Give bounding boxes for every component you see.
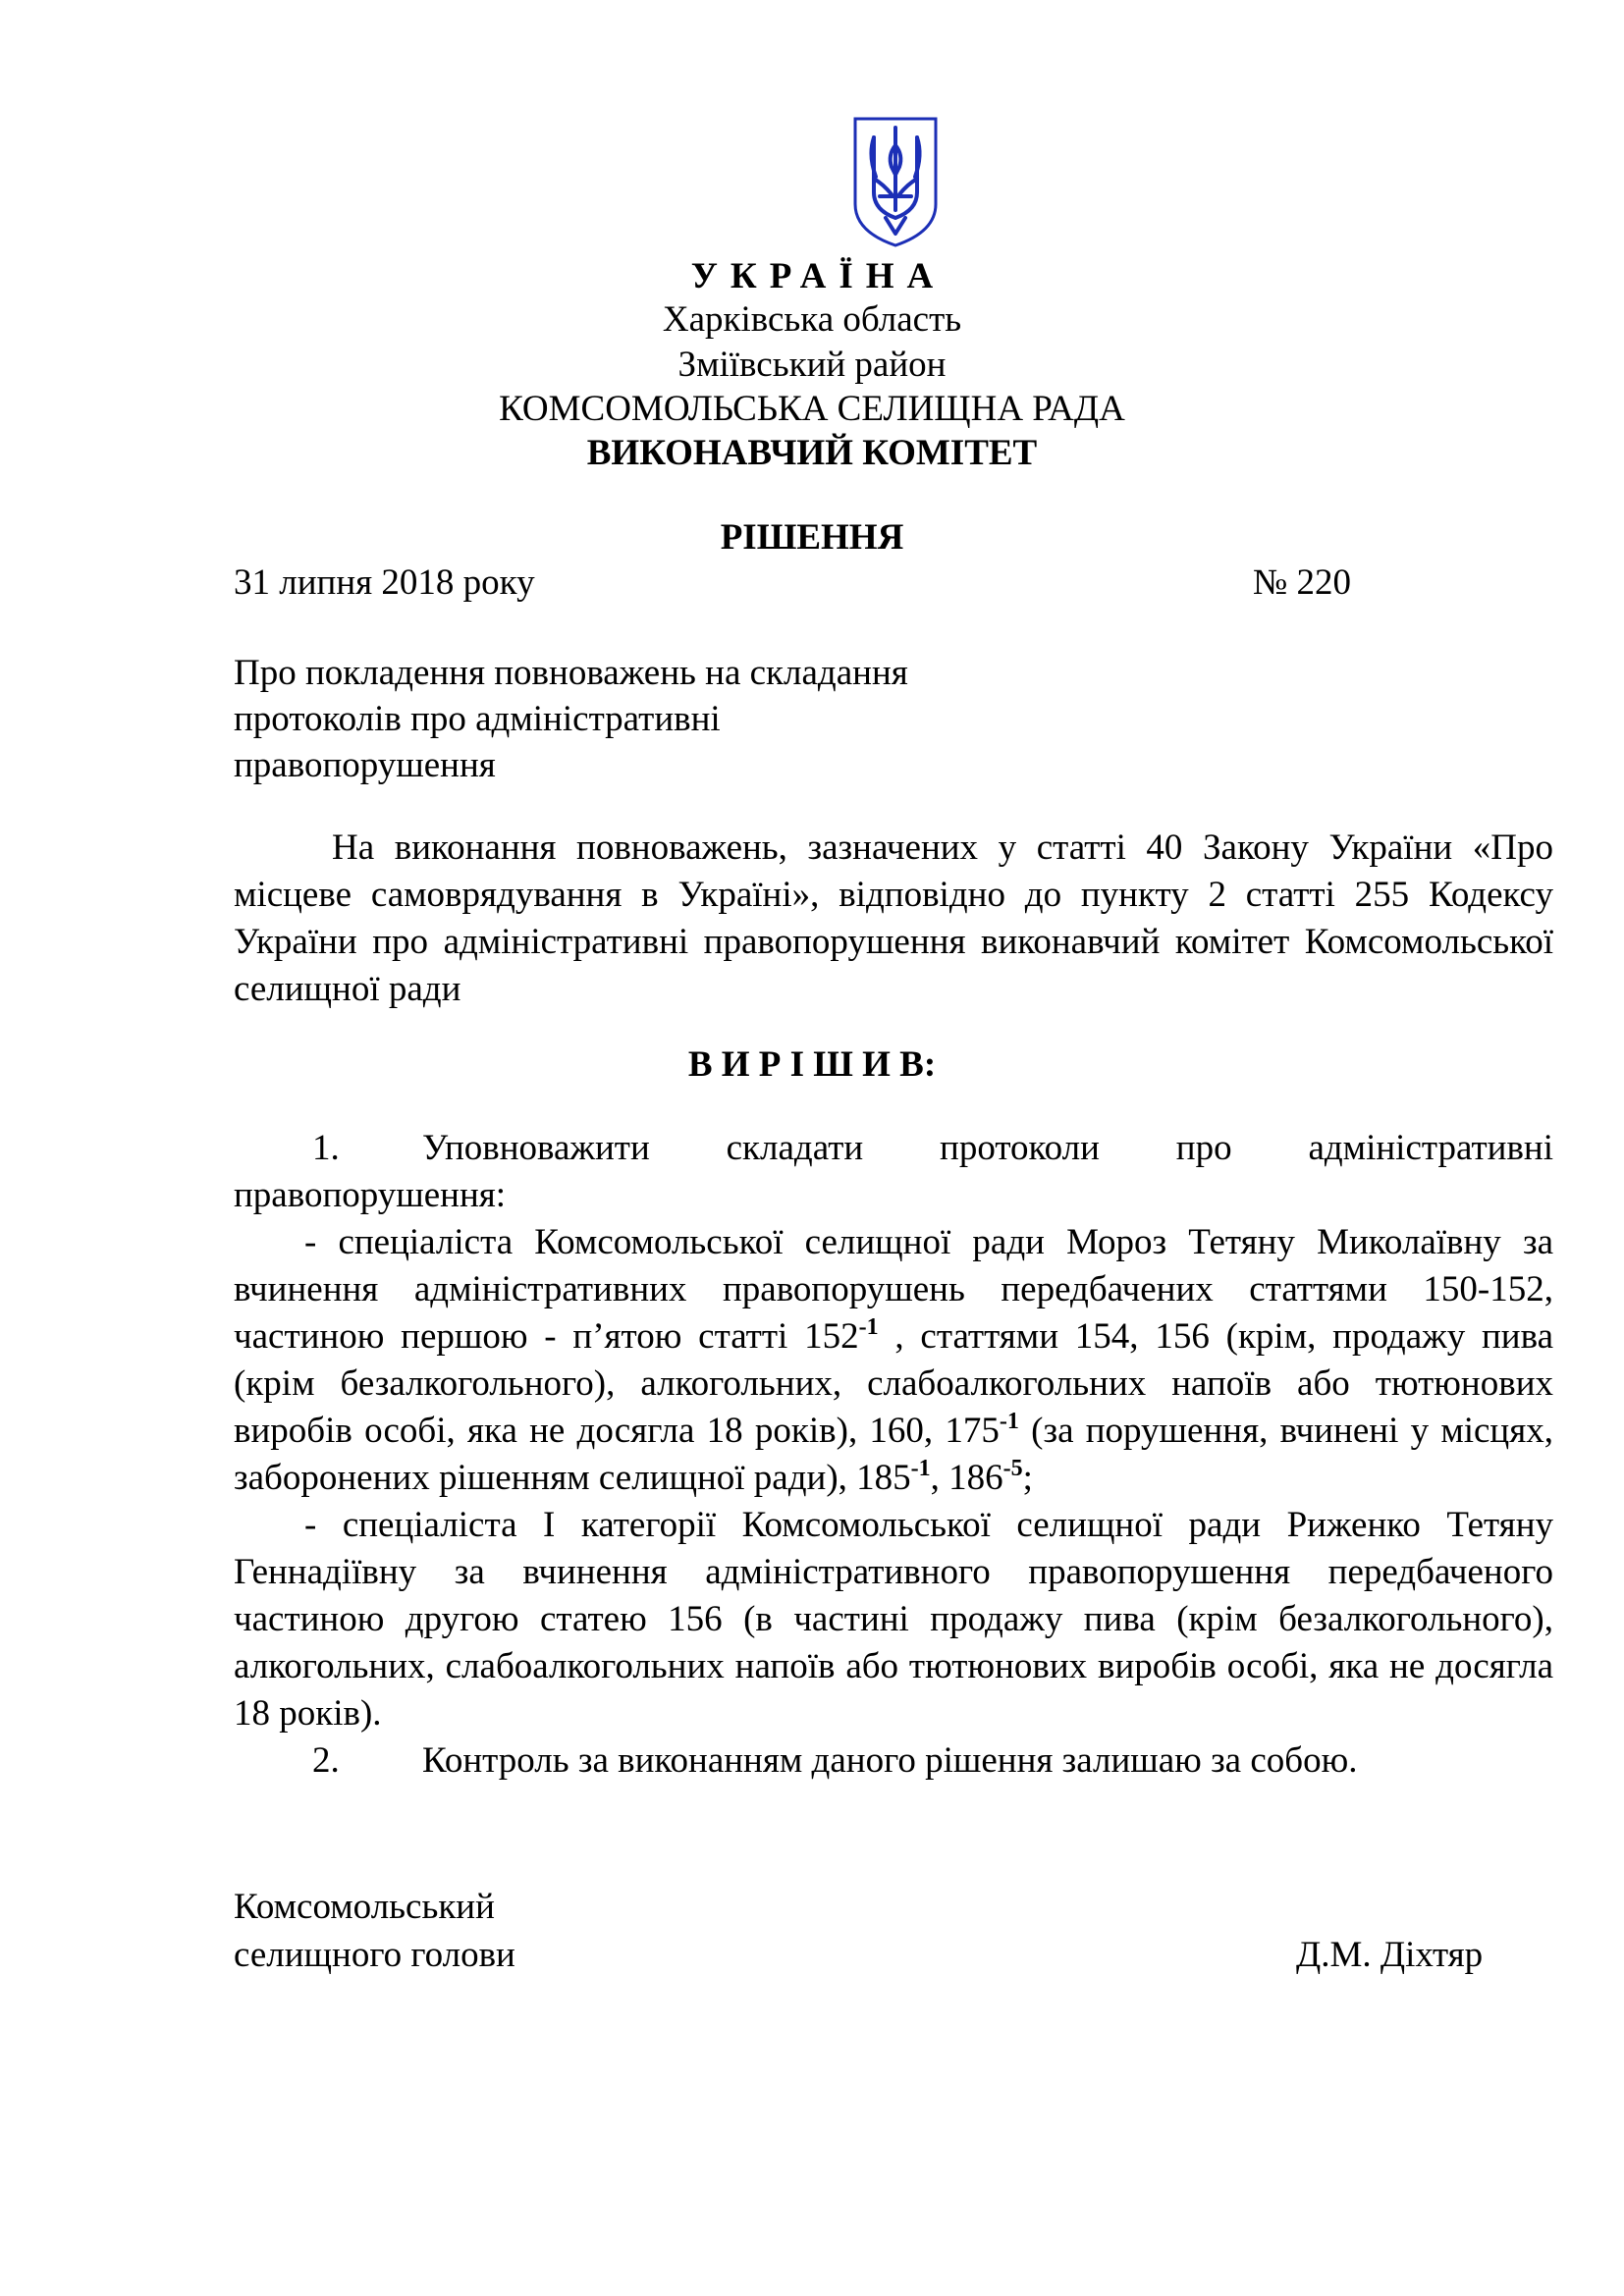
subject-line: протоколів про адміністративні — [234, 699, 721, 739]
subpoint-text: ; — [1022, 1458, 1033, 1498]
item-1 — [234, 1125, 1553, 1219]
district-name: Зміївський район — [677, 345, 947, 385]
trident-icon — [852, 116, 939, 248]
superscript: -1 — [999, 1409, 1019, 1434]
item-2 — [234, 1737, 1553, 1785]
item-1-subpoint: - спеціаліста І категорії Комсомольської селищної ради Риженко Тетяну Геннадіївну за вчинення адміністративного правопорушення передбаченого частиною другою статею 156 (в частині продажу пива (крім безалкогольного), алкогольних, слабоалкогольних напоїв або тютюнових виробів особі, яка не досягла 18 років). — [234, 1505, 1553, 1734]
council-name: КОМСОМОЛЬСЬКА СЕЛИЩНА РАДА — [499, 389, 1125, 429]
position-line: Комсомольський — [234, 1887, 495, 1927]
superscript: -5 — [1002, 1456, 1023, 1481]
subpoint-text: (за порушення, вчинені у місцях, заборонених рішенням селищної ради), 185 — [234, 1411, 1554, 1498]
country-title: УКРАЇНА — [690, 256, 947, 296]
superscript: -1 — [858, 1314, 879, 1340]
item-number: 1. — [312, 1128, 340, 1168]
committee-name: ВИКОНАВЧИЙ КОМІТЕТ — [586, 433, 1038, 473]
preamble-paragraph: На виконання повноважень, зазначених у статті 40 Закону України «Про місцеве самоврядування в Україні», відповідно до пункту 2 статті 255 Кодексу України про адміністративні правопорушення виконавчий комітет Комсомольської селищної ради — [234, 828, 1553, 1009]
signatory-name: Д.М. Діхтяр — [1296, 1935, 1484, 1975]
region-name: Харківська область — [662, 299, 962, 340]
subject-heading — [234, 650, 980, 788]
signatory-position — [234, 1883, 515, 1979]
subject-line: Про покладення повноважень на складання — [234, 653, 908, 693]
document-title: РІШЕННЯ — [720, 517, 904, 558]
subject-line: правопорушення — [234, 745, 496, 785]
item-number: 2. — [312, 1740, 340, 1781]
decision-items — [234, 1125, 1553, 1785]
resolved-heading: В И Р І Ш И В: — [687, 1044, 937, 1085]
item-1-subpoint — [234, 1219, 1553, 1502]
item-text: Уповноважити складати протоколи про адміністративні правопорушення: — [234, 1128, 1553, 1215]
item-text: Контроль за виконанням даного рішення залишаю за собою. — [422, 1740, 1358, 1781]
superscript: -1 — [910, 1456, 931, 1481]
decision-date: 31 липня 2018 року — [234, 562, 535, 603]
decision-number: № 220 — [1253, 562, 1352, 603]
subpoint-text: - спеціаліста Комсомольської селищної ради Мороз Тетяну Миколаївну за вчинення адміністративних правопорушень передбачених статтями 150-152, частиною першою - п’ятою статті 152 — [234, 1222, 1553, 1357]
subpoint-text: , 186 — [930, 1458, 1003, 1498]
subpoint-text: , статтями 154, 156 (крім, продажу пива (крім безалкогольного), алкогольних, слабоалкогольних напоїв або тютюнових виробів особі, яка не досягла 18 років), 160, 175 — [234, 1316, 1554, 1451]
position-line: селищного голови — [234, 1935, 515, 1975]
